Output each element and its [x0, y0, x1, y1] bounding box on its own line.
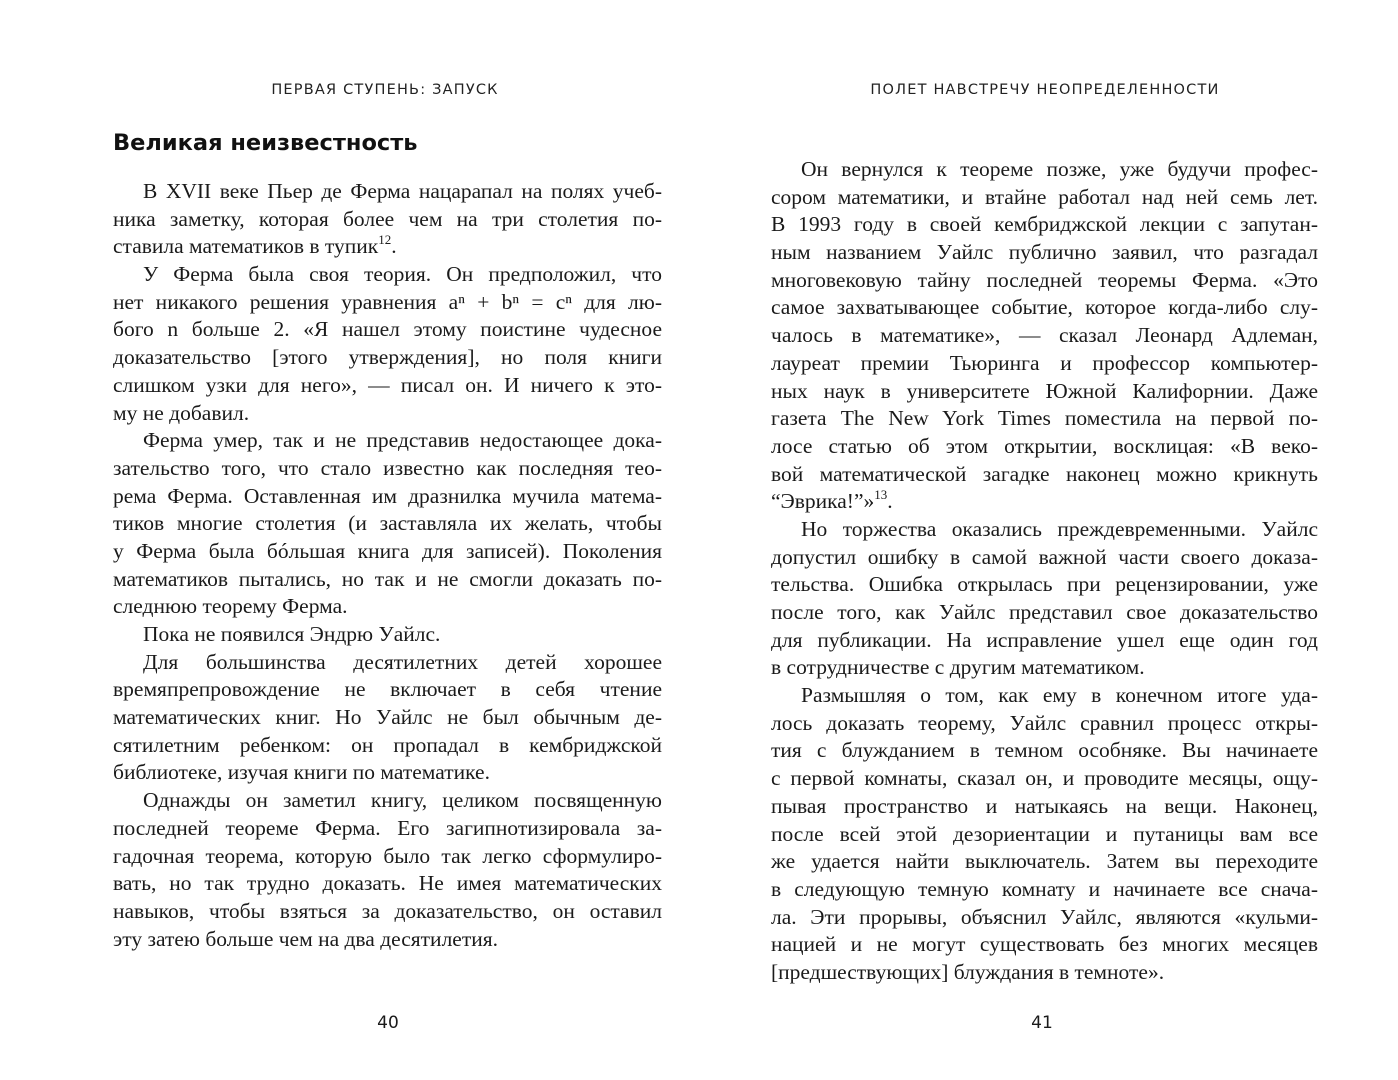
text-line: рема Ферма. Оставленная им дразнилка мучила матема-	[113, 483, 662, 508]
text-line: газета The New York Times поместила на первой по-	[771, 406, 1318, 431]
paragraph	[113, 787, 662, 953]
paragraph	[771, 156, 1318, 516]
text-line: лауреат премии Тьюринга и профессор компьютер-	[771, 350, 1318, 375]
text-line: ным названием Уайлс публично заявил, что разгадал	[771, 240, 1318, 265]
text-line: после всей этой дезориентации и путаницы вам все	[771, 821, 1318, 846]
text-line: для публикации. На исправление ушел еще один год	[771, 627, 1318, 652]
text-line: Он вернулся к теореме позже, уже будучи профес-	[801, 157, 1318, 181]
text-line: му не добавил.	[113, 400, 250, 425]
text-line: в сотрудничестве с другим математиком.	[771, 655, 1145, 680]
text-line: лосе статью об этом открытии, восклицая: «В веко-	[771, 433, 1318, 458]
running-head: ПОЛЕТ НАВСТРЕЧУ НЕОПРЕДЕЛЕННОСТИ	[870, 82, 1220, 98]
text-line: ных наук в университете Южной Калифорнии. Даже	[771, 378, 1318, 403]
text-line	[113, 233, 662, 261]
running-head: ПЕРВАЯ СТУПЕНЬ: ЗАПУСК	[271, 82, 499, 98]
text-line: с первой комнаты, сказал он, и проводите месяцы, ощу-	[771, 766, 1318, 791]
text-line: эту затею больше чем на два десятилетия.	[113, 926, 499, 951]
text-line: вой математической загадке наконец можно крикнуть	[771, 461, 1318, 486]
text-line: пывая пространство и натыкаясь на вещи. Наконец,	[771, 793, 1318, 818]
text-line: Для большинства десятилетних детей хорошее	[143, 649, 662, 674]
text-line: доказательство [этого утверждения], но поля книги	[113, 345, 662, 370]
text-line: Однажды он заметил книгу, целиком посвященную	[143, 788, 662, 813]
text-line: ника заметку, которая более чем на три столетия по-	[113, 206, 662, 231]
text-line: ла. Эти прорывы, объяснил Уайлс, являются «кульми-	[771, 904, 1318, 929]
body-text	[771, 156, 1318, 987]
text-line: сором математики, и втайне работал над ней семь лет.	[771, 184, 1318, 209]
text-line: математиков пытались, но так и не смогли доказать по-	[113, 566, 662, 591]
paragraph	[113, 427, 662, 621]
text-line: вать, но так трудно доказать. Не имея математических	[113, 871, 662, 896]
text-line: библиотеке, изучая книги по математике.	[113, 760, 490, 785]
text-line: в следующую темную комнату и начинаете все снача-	[771, 876, 1318, 901]
text-line: после того, как Уайлс представил свое доказательство	[771, 600, 1318, 624]
text-line: тия с блужданием в темном особняке. Вы начинаете	[771, 738, 1318, 763]
paragraph	[113, 178, 662, 261]
text-line: В 1993 году в своей кембриджской лекции с запутан-	[771, 212, 1318, 237]
paragraph	[771, 682, 1318, 987]
line-text: ставила математиков в тупик	[113, 234, 379, 259]
page-number: 41	[1031, 1013, 1053, 1033]
text-line: Ферма умер, так и не представив недостающее дока-	[143, 428, 662, 453]
text-line: Пока не появился Эндрю Уайлс.	[143, 622, 441, 646]
text-line: допустил ошибку в самой важной части своего доказа-	[771, 544, 1318, 569]
line-text: “Эврика!”»	[771, 489, 875, 514]
text-line: тельства. Ошибка открылась при рецензировании, уже	[771, 572, 1318, 597]
paragraph	[113, 621, 662, 649]
text-line: нет никакого решения уравнения aⁿ + bⁿ = cⁿ для лю-	[113, 289, 662, 314]
text-line: многовековую тайну последней теоремы Ферма. «Это	[771, 267, 1318, 292]
text-line: навыков, чтобы взяться за доказательство, он оставил	[113, 898, 662, 923]
text-line: математических книг. Но Уайлс не был обычным де-	[113, 705, 662, 730]
text-line: чалось в математике», — сказал Леонард Адлеман,	[771, 323, 1318, 348]
text-line: У Ферма была своя теория. Он предположил, что	[143, 262, 662, 287]
text-line: [предшествующих] блуждания в темноте».	[771, 959, 1165, 984]
right-page	[700, 0, 1398, 1080]
text-line: бого n больше 2. «Я нашел этому поистине чудесное	[113, 317, 662, 342]
text-line: у Ферма была бóльшая книга для записей). Поколения	[113, 538, 662, 563]
footnote-ref[interactable]: 12	[378, 232, 392, 248]
text-line: же удается найти выключатель. Затем вы переходите	[771, 849, 1318, 874]
page-number: 40	[377, 1013, 399, 1033]
paragraph	[771, 516, 1318, 682]
text-line: слишком узки для него», — писал он. И ничего к это-	[113, 372, 662, 397]
line-tail: .	[391, 234, 397, 259]
text-line: тиков многие столетия (и заставляла их желать, чтобы	[113, 511, 662, 536]
paragraph	[113, 261, 662, 427]
line-tail: .	[887, 489, 893, 514]
body-text	[113, 178, 662, 953]
section-heading: Великая неизвестность	[113, 130, 418, 156]
text-line: Но торжества оказались преждевременными. Уайлс	[801, 516, 1318, 541]
text-line: лось доказать теорему, Уайлс сравнил процесс откры-	[771, 710, 1318, 735]
text-line: гадочная теорема, которую было так легко сформулиро-	[113, 843, 662, 868]
text-line: времяпрепровождение не включает в себя чтение	[113, 677, 662, 702]
text-line	[771, 488, 1318, 516]
text-line: последней теореме Ферма. Его загипнотизировала за-	[113, 815, 662, 840]
text-line: Размышляя о том, как ему в конечном итоге уда-	[801, 683, 1318, 708]
paragraph	[113, 649, 662, 787]
text-line: следнюю теорему Ферма.	[113, 594, 348, 619]
footnote-ref[interactable]: 13	[874, 487, 888, 503]
text-line: нацией и не могут существовать без многих месяцев	[771, 932, 1318, 957]
text-line: В XVII веке Пьер де Ферма нацарапал на полях учеб-	[143, 179, 662, 203]
text-line: самое захватывающее событие, которое когда-либо слу-	[771, 295, 1318, 320]
text-line: зательство того, что стало известно как последняя тео-	[113, 455, 662, 480]
text-line: сятилетним ребенком: он пропадал в кембриджской	[113, 732, 662, 757]
